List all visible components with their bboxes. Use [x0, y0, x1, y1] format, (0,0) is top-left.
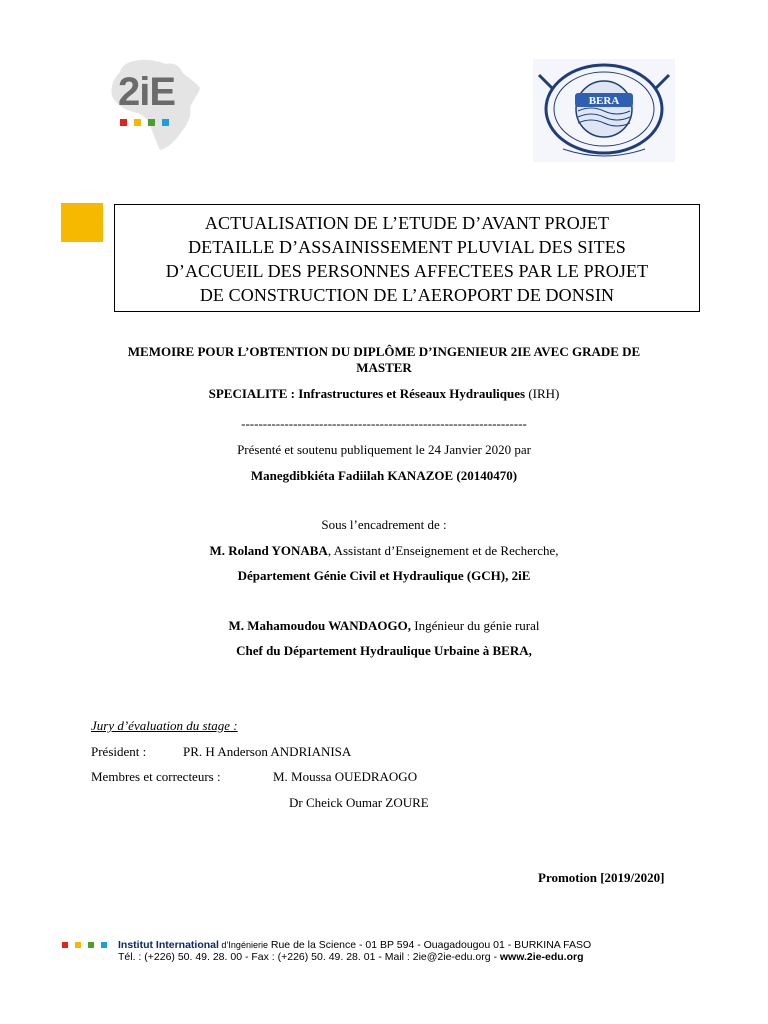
author-name: Manegdibkiéta Fadiilah KANAZOE (20140470) — [250, 468, 518, 483]
supervisor-2-line — [0, 618, 768, 634]
specialite-abbr: (IRH) — [525, 386, 560, 401]
member-1-name: M. Moussa OUEDRAOGO — [273, 769, 418, 784]
title-line-1: ACTUALISATION DE L’ETUDE D’AVANT PROJET — [204, 213, 610, 233]
memoire-line-1: MEMOIRE POUR L’OBTENTION DU DIPLÔME D’INGENIEUR 2IE AVEC GRADE DE — [127, 344, 641, 359]
president-name: PR. H Anderson ANDRIANISA — [183, 744, 352, 759]
logo-square-blue — [162, 119, 169, 126]
separator-line: ------------------------------------------------------------------ — [241, 416, 527, 431]
supervisor-1-line — [0, 543, 768, 559]
footer-square-blue — [101, 942, 107, 948]
title-line-3: D’ACCUEIL DES PERSONNES AFFECTEES PAR LE PROJET — [165, 261, 649, 281]
footer-line-2 — [118, 951, 584, 963]
supervisor-2-role: Ingénieur du génie rural — [411, 618, 540, 633]
specialite-line — [0, 386, 768, 402]
jury-title: Jury d’évaluation du stage : — [91, 718, 238, 733]
bera-logo — [533, 59, 675, 162]
footer-contact: Tél. : (+226) 50. 49. 28. 00 - Fax : (+226) 50. 49. 28. 01 - Mail : 2ie@2ie-edu.org - — [118, 951, 500, 963]
footer-institute-suffix: d’Ingénierie — [218, 940, 268, 950]
specialite-label: SPECIALITE : Infrastructures et Réseaux Hydrauliques — [208, 386, 526, 401]
memoire-line-2: MASTER — [356, 360, 412, 375]
supervisor-1-role: , Assistant d’Enseignement et de Recherche, — [327, 543, 559, 558]
supervisor-1-dept: Département Génie Civil et Hydraulique (GCH), 2iE — [237, 568, 531, 583]
bera-emblem-icon — [533, 59, 675, 162]
member-2-name: Dr Cheick Oumar ZOURE — [289, 795, 429, 810]
logo-square-yellow — [134, 119, 141, 126]
supervision-intro: Sous l’encadrement de : — [321, 517, 447, 532]
footer-website[interactable]: www.2ie-edu.org — [499, 951, 584, 963]
footer-line-1 — [118, 939, 591, 951]
footer-square-red — [62, 942, 68, 948]
bera-logo-text: BERA — [588, 95, 620, 107]
accent-square — [61, 203, 103, 242]
logo-square-red — [120, 119, 127, 126]
title-line-4: DE CONSTRUCTION DE L’AEROPORT DE DONSIN — [199, 285, 615, 305]
promotion-text: Promotion [2019/2020] — [538, 870, 665, 885]
2ie-logo — [108, 56, 208, 152]
presentation-text: Présenté et soutenu publiquement le 24 Janvier 2020 par — [237, 442, 531, 457]
2ie-logo-text: 2iE — [118, 70, 176, 114]
title-box — [114, 204, 700, 312]
supervisor-2-dept: Chef du Département Hydraulique Urbaine à BERA, — [236, 643, 532, 658]
members-label: Membres et correcteurs : — [91, 769, 221, 784]
supervisor-1-name: M. Roland YONABA — [209, 543, 328, 558]
footer-square-green — [88, 942, 94, 948]
logo-square-green — [148, 119, 155, 126]
footer-square-yellow — [75, 942, 81, 948]
president-label: Président : — [91, 744, 147, 759]
footer-institute: Institut International — [118, 939, 219, 951]
supervisor-2-name: M. Mahamoudou WANDAOGO, — [228, 618, 411, 633]
footer-address: Rue de la Science - 01 BP 594 - Ouagadougou 01 - BURKINA FASO — [267, 939, 592, 951]
title-line-2: DETAILLE D’ASSAINISSEMENT PLUVIAL DES SITES — [188, 237, 626, 257]
